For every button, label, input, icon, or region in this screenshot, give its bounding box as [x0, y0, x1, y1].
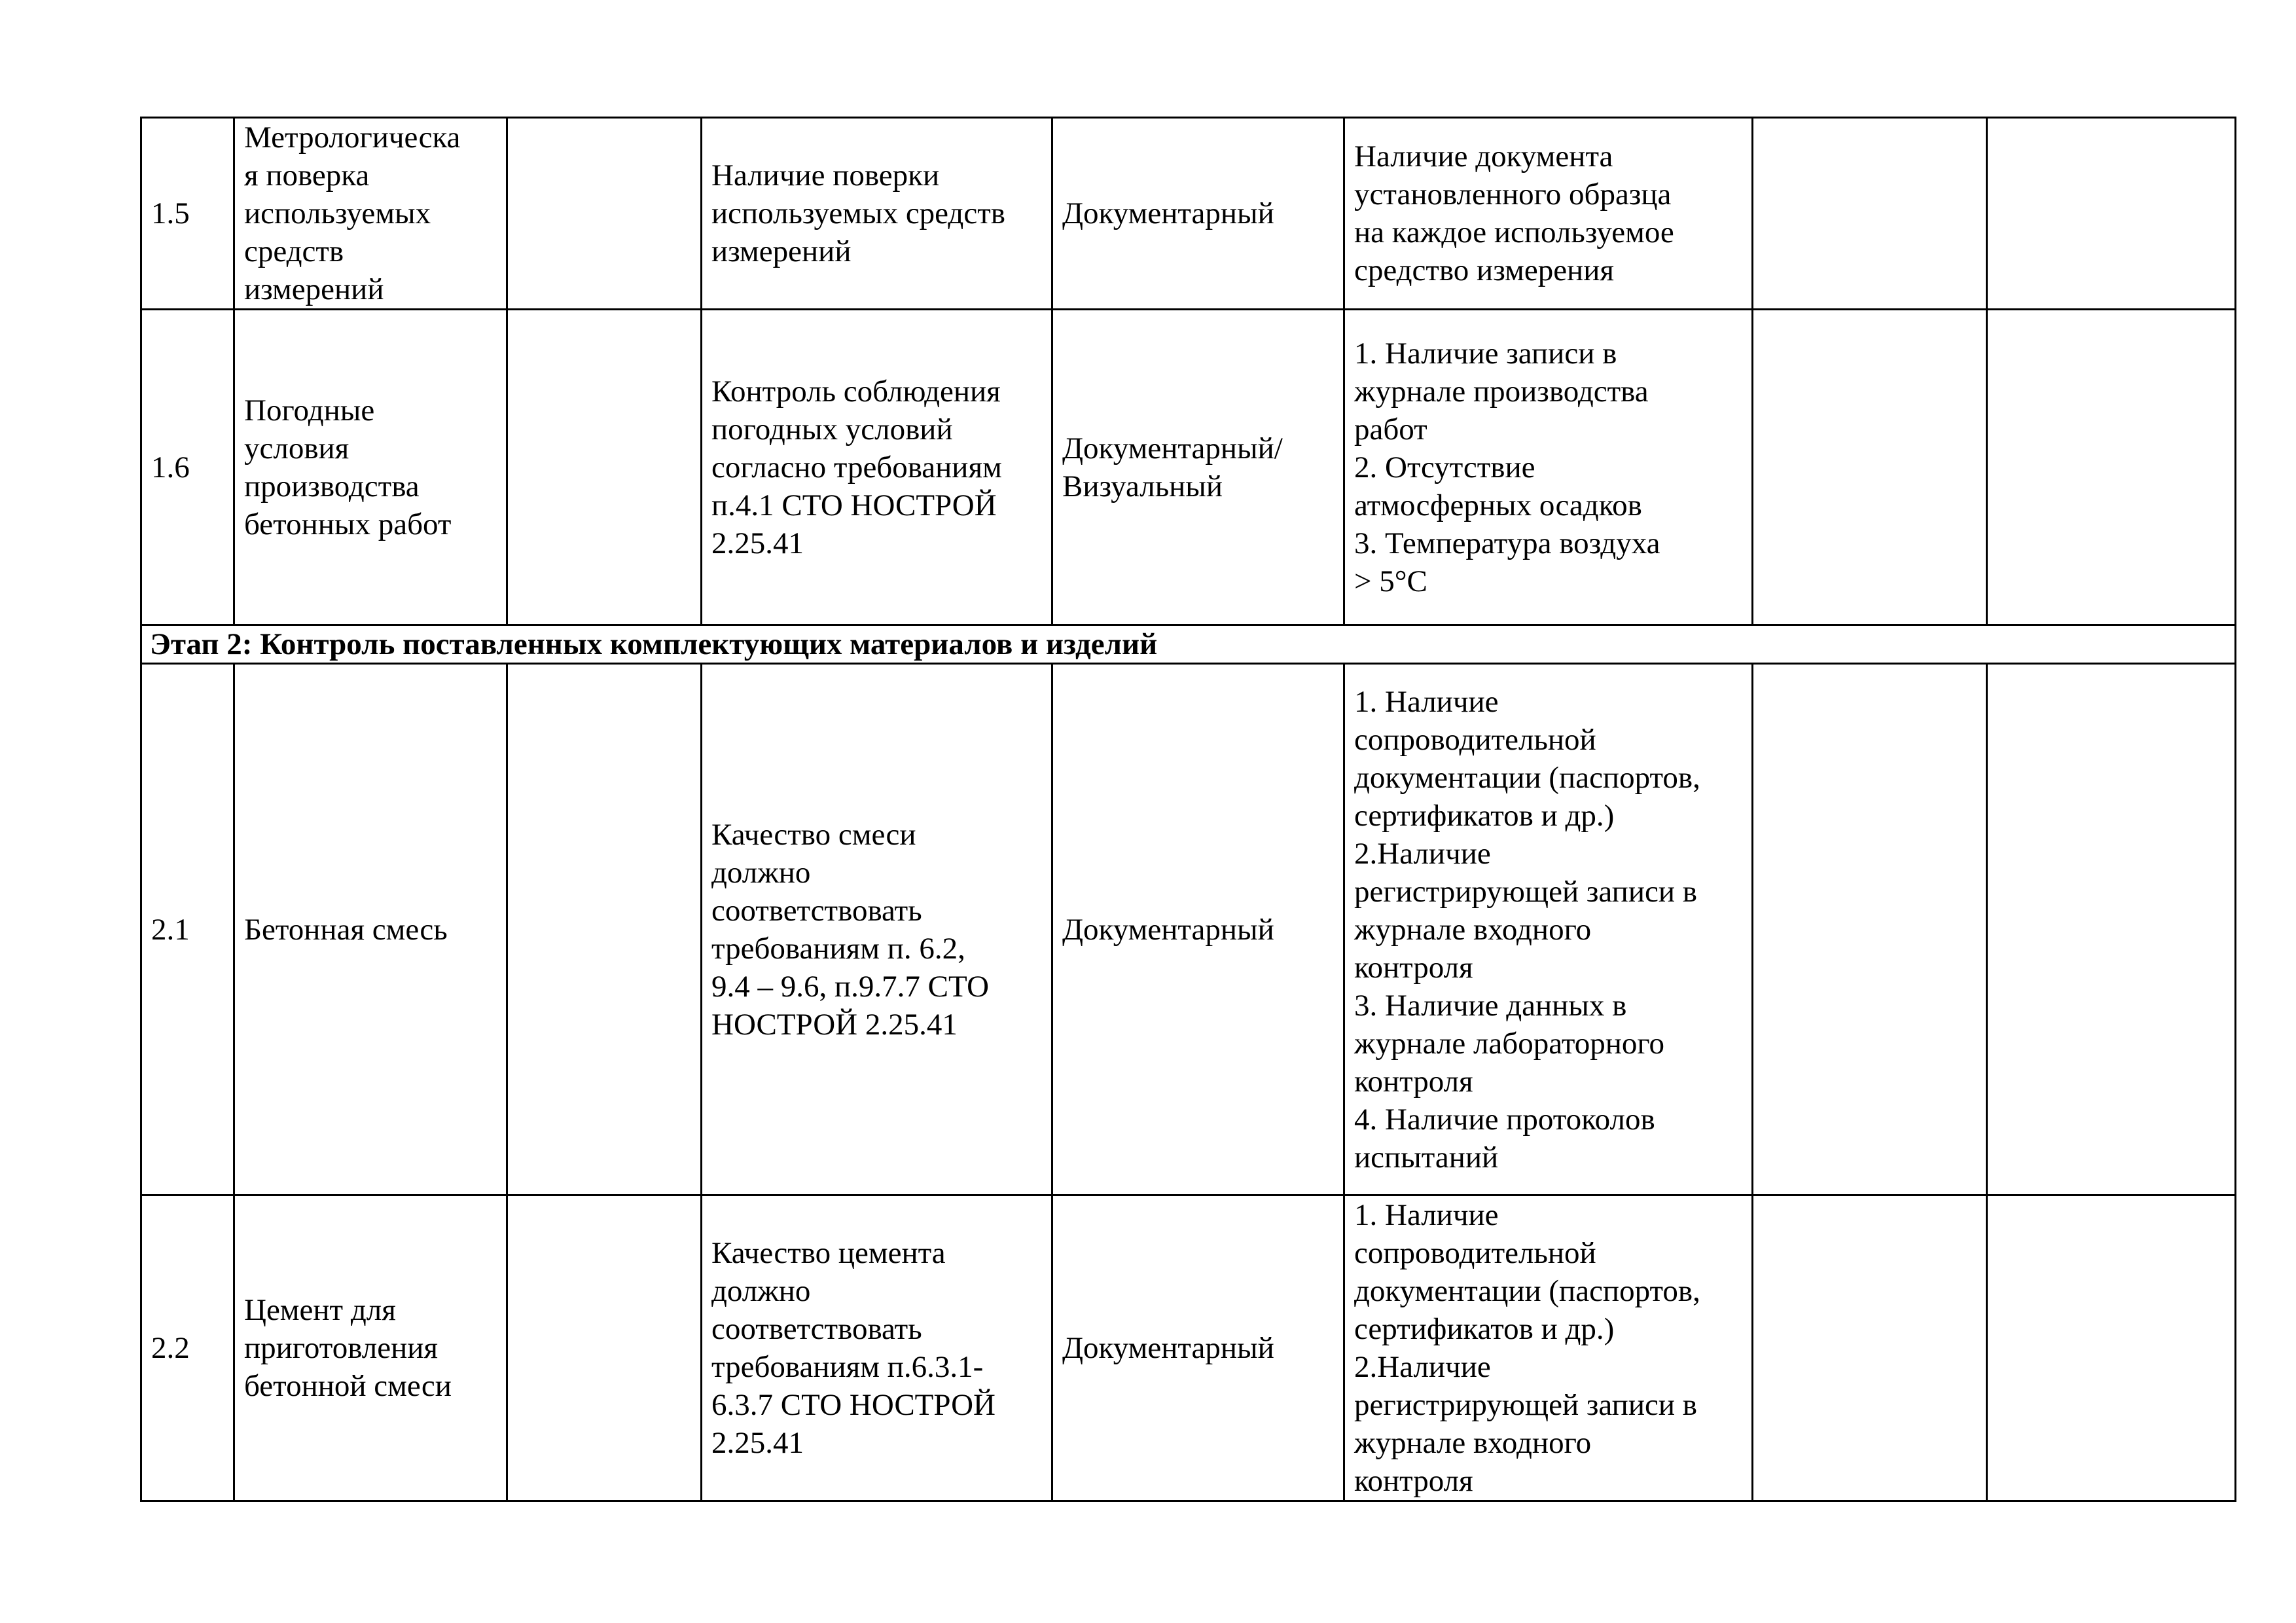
control-object: Погодные условия производства бетонных работ: [234, 310, 507, 625]
empty-cell: [1987, 118, 2236, 310]
row-number: 2.1: [141, 664, 234, 1195]
acceptance-criteria: 1. Наличие сопроводительной документации (паспортов, сертификатов и др.) 2.Наличие регистрирующей записи в журнале входного контроля: [1344, 1195, 1753, 1501]
table-row: [141, 118, 2236, 310]
table-row: [141, 310, 2236, 625]
empty-cell: [1753, 310, 1987, 625]
control-object: Цемент для приготовления бетонной смеси: [234, 1195, 507, 1501]
acceptance-criteria: 1. Наличие записи в журнале производства работ 2. Отсутствие атмосферных осадков 3. Температура воздуха > 5°С: [1344, 310, 1753, 625]
empty-cell: [1753, 1195, 1987, 1501]
empty-cell: [507, 118, 702, 310]
empty-cell: [1753, 664, 1987, 1195]
table-row: [141, 1195, 2236, 1501]
control-method: Документарный: [1052, 1195, 1344, 1501]
empty-cell: [507, 1195, 702, 1501]
empty-cell: [1987, 1195, 2236, 1501]
control-description: Контроль соблюдения погодных условий согласно требованиям п.4.1 СТО НОСТРОЙ 2.25.41: [702, 310, 1052, 625]
empty-cell: [507, 310, 702, 625]
table-row: [141, 664, 2236, 1195]
control-description: Наличие поверки используемых средств измерений: [702, 118, 1052, 310]
row-number: 1.5: [141, 118, 234, 310]
stage-header-row: [141, 625, 2236, 664]
control-description: Качество цемента должно соответствовать требованиям п.6.3.1- 6.3.7 СТО НОСТРОЙ 2.25.41: [702, 1195, 1052, 1501]
control-method: Документарный: [1052, 118, 1344, 310]
control-object: Метрологическа я поверка используемых средств измерений: [234, 118, 507, 310]
empty-cell: [1753, 118, 1987, 310]
acceptance-criteria: Наличие документа установленного образца на каждое используемое средство измерения: [1344, 118, 1753, 310]
empty-cell: [507, 664, 702, 1195]
empty-cell: [1987, 310, 2236, 625]
row-number: 1.6: [141, 310, 234, 625]
control-object: Бетонная смесь: [234, 664, 507, 1195]
acceptance-criteria: 1. Наличие сопроводительной документации (паспортов, сертификатов и др.) 2.Наличие регистрирующей записи в журнале входного контроля 3. Наличие данных в журнале лабораторного контроля 4. Наличие протоколов испытаний: [1344, 664, 1753, 1195]
control-table: [140, 117, 2236, 1502]
control-method: Документарный/ Визуальный: [1052, 310, 1344, 625]
control-method: Документарный: [1052, 664, 1344, 1195]
stage-title: Этап 2: Контроль поставленных комплектующих материалов и изделий: [141, 625, 2236, 664]
empty-cell: [1987, 664, 2236, 1195]
row-number: 2.2: [141, 1195, 234, 1501]
control-description: Качество смеси должно соответствовать требованиям п. 6.2, 9.4 – 9.6, п.9.7.7 СТО НОСТРОЙ 2.25.41: [702, 664, 1052, 1195]
